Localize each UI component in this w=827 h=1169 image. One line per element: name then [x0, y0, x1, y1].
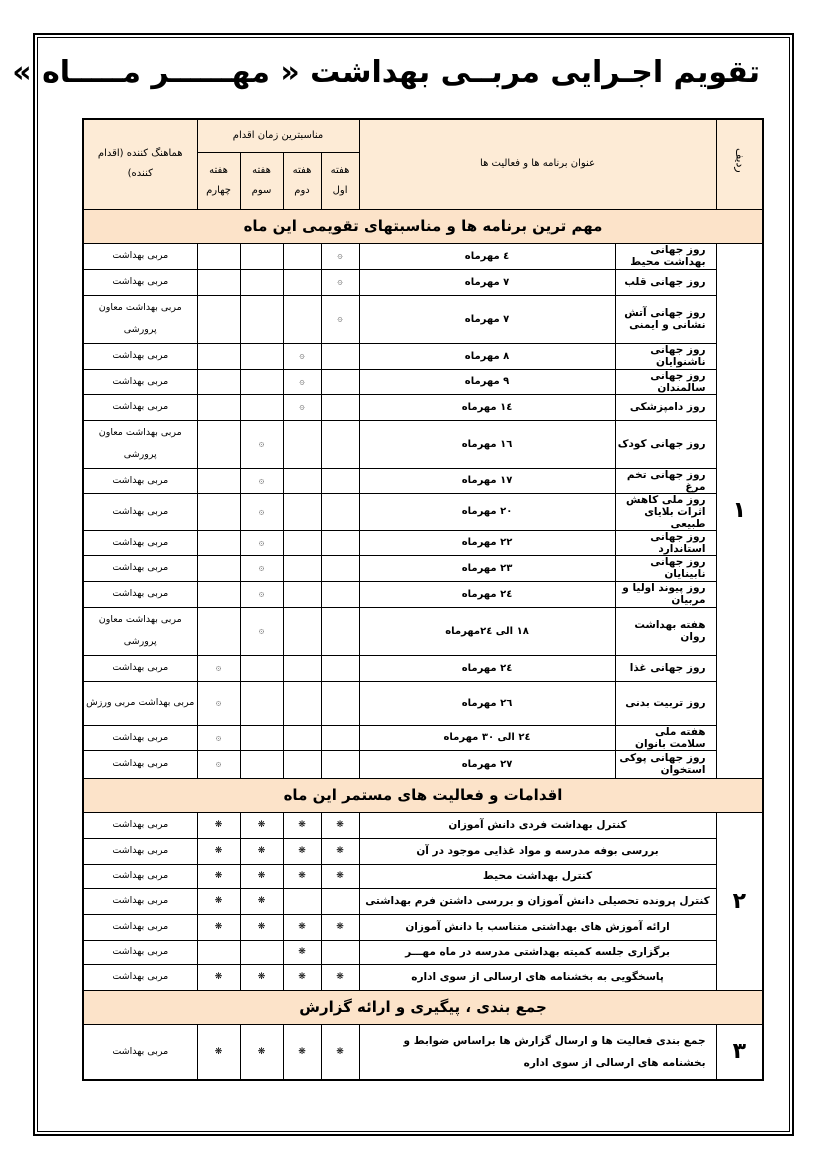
week-4-cell	[197, 581, 240, 607]
mark-icon: ۞	[337, 314, 343, 324]
table-row	[83, 394, 763, 420]
week-3-cell	[240, 940, 283, 964]
week-4-cell	[197, 295, 240, 343]
week-1-cell	[321, 493, 359, 530]
week-1-cell	[321, 964, 359, 990]
row-number: ۲	[716, 812, 763, 990]
week-3-cell	[240, 914, 283, 940]
week-4-cell	[197, 493, 240, 530]
week-3-cell	[240, 607, 283, 655]
mark-icon: ❋	[298, 846, 306, 856]
header-timing: مناسبترین زمان اقدام	[197, 119, 359, 152]
coordinator: مربی بهداشت	[83, 369, 197, 394]
header-coordinator: هماهنگ کننده (اقدام کننده)	[83, 119, 197, 209]
coordinator: مربی بهداشت معاون پرورشی	[83, 607, 197, 655]
coordinator: مربی بهداشت	[83, 750, 197, 778]
row-number: ۱	[716, 243, 763, 778]
activity-date: ۲۰ مهرماه	[359, 493, 615, 530]
week-3-cell	[240, 864, 283, 888]
week-1-cell	[321, 812, 359, 838]
mark-icon: ۞	[258, 537, 265, 548]
table-row	[83, 914, 763, 940]
mark-icon: ۞	[215, 759, 222, 769]
table-row	[83, 493, 763, 530]
week-3-cell	[240, 750, 283, 778]
activity-date: ١٤ مهرماه	[359, 394, 615, 420]
coordinator: مربی بهداشت	[83, 888, 197, 914]
mark-icon: ❋	[214, 1046, 223, 1057]
table-row	[83, 607, 763, 655]
week-2-cell	[283, 530, 321, 555]
week-2-cell	[283, 493, 321, 530]
week-3-cell	[240, 1024, 283, 1080]
week-2-cell	[283, 864, 321, 888]
table-row	[83, 530, 763, 555]
coordinator: مربی بهداشت معاون پرورشی	[83, 420, 197, 468]
week-2-cell	[283, 555, 321, 581]
week-3-cell	[240, 725, 283, 750]
coordinator: مربی بهداشت	[83, 838, 197, 864]
activity-date: ۱۷ مهرماه	[359, 468, 615, 493]
coordinator: مربی بهداشت	[83, 394, 197, 420]
week-4-cell	[197, 468, 240, 493]
week-4-cell	[197, 394, 240, 420]
coordinator: مربی بهداشت	[83, 581, 197, 607]
mark-icon: ۞	[258, 439, 265, 449]
week-4-cell	[197, 750, 240, 778]
week-2-cell	[283, 243, 321, 269]
activity-name: کنترل بهداشت محیط	[359, 864, 716, 888]
mark-icon: ۞	[337, 277, 343, 287]
activity-date: ۲٤ الی ۳۰ مهرماه	[359, 725, 615, 750]
week-1-cell	[321, 864, 359, 888]
mark-icon: ۞	[258, 506, 265, 517]
week-1-cell	[321, 295, 359, 343]
week-4-cell	[197, 369, 240, 394]
table-row	[83, 269, 763, 295]
week-1-cell	[321, 655, 359, 681]
week-4-cell	[197, 655, 240, 681]
activity-name: روز ملی کاهش اثرات بلایای طبیعی	[615, 493, 716, 530]
page-title: تقویم اجـرایی مربــی بهداشت « مهــــــر مـــــاه »	[12, 55, 760, 90]
week-3-cell	[240, 394, 283, 420]
mark-icon: ❋	[336, 871, 344, 881]
week-3-cell	[240, 369, 283, 394]
week-2-cell	[283, 369, 321, 394]
week-4-cell	[197, 530, 240, 555]
mark-icon: ۞	[258, 563, 265, 573]
header-week-3: هفته سوم	[240, 152, 283, 209]
section-title: اقدامات و فعالیت های مستمر این ماه	[83, 778, 763, 812]
coordinator: مربی بهداشت	[83, 468, 197, 493]
activity-name: کنترل پرونده تحصیلی دانش آموزان و بررسی داشتن فرم بهداشتی	[359, 888, 716, 914]
table-row	[83, 750, 763, 778]
activity-date: ١٦ مهرماه	[359, 420, 615, 468]
mark-icon: ❋	[336, 922, 344, 932]
activity-name: کنترل بهداشت فردی دانش آموزان	[359, 812, 716, 838]
week-1-cell	[321, 420, 359, 468]
week-3-cell	[240, 269, 283, 295]
activity-date: ۷ مهرماه	[359, 295, 615, 343]
week-3-cell	[240, 295, 283, 343]
mark-icon: ❋	[298, 947, 306, 957]
activity-name: روز جهانی تخم مرغ	[615, 468, 716, 493]
activity-name: ارائه آموزش های بهداشتی متناسب با دانش آموزان	[359, 914, 716, 940]
activity-name: روز دامپزشکی	[615, 394, 716, 420]
week-2-cell	[283, 607, 321, 655]
activity-date: ۲۲ مهرماه	[359, 530, 615, 555]
header-week-1: هفته اول	[321, 152, 359, 209]
table-row	[83, 369, 763, 394]
coordinator: مربی بهداشت	[83, 343, 197, 369]
activity-name: روز جهانی بهداشت محیط	[615, 243, 716, 269]
table-row	[83, 420, 763, 468]
coordinator: مربی بهداشت معاون پرورشی	[83, 295, 197, 343]
week-4-cell	[197, 243, 240, 269]
coordinator: مربی بهداشت	[83, 940, 197, 964]
mark-icon: ❋	[298, 1046, 306, 1057]
coordinator: مربی بهداشت	[83, 812, 197, 838]
table-row	[83, 655, 763, 681]
week-1-cell	[321, 468, 359, 493]
mark-icon: ❋	[298, 820, 306, 830]
activity-name: روز پیوند اولیا و مربیان	[615, 581, 716, 607]
activity-name: روز جهانی سالمندان	[615, 369, 716, 394]
mark-icon: ❋	[257, 846, 266, 856]
coordinator: مربی بهداشت	[83, 864, 197, 888]
mark-icon: ۞	[299, 376, 305, 387]
mark-icon: ❋	[257, 896, 266, 906]
week-1-cell	[321, 940, 359, 964]
week-2-cell	[283, 812, 321, 838]
activity-name: روز جهانی قلب	[615, 269, 716, 295]
week-3-cell	[240, 581, 283, 607]
week-2-cell	[283, 295, 321, 343]
activity-name: هفته بهداشت روان	[615, 607, 716, 655]
week-1-cell	[321, 750, 359, 778]
mark-icon: ❋	[257, 820, 266, 830]
coordinator: مربی بهداشت	[83, 914, 197, 940]
week-2-cell	[283, 914, 321, 940]
activity-date: ۹ مهرماه	[359, 369, 615, 394]
week-1-cell	[321, 269, 359, 295]
activity-date: ۲۳ مهرماه	[359, 555, 615, 581]
activity-name: پاسخگویی به بخشنامه های ارسالی از سوی اداره	[359, 964, 716, 990]
activity-date: ۲٤ مهرماه	[359, 581, 615, 607]
week-3-cell	[240, 243, 283, 269]
week-2-cell	[283, 750, 321, 778]
week-4-cell	[197, 914, 240, 940]
week-1-cell	[321, 681, 359, 725]
activity-name: هفته ملی سلامت بانوان	[615, 725, 716, 750]
week-1-cell	[321, 555, 359, 581]
week-2-cell	[283, 838, 321, 864]
week-3-cell	[240, 655, 283, 681]
week-1-cell	[321, 1024, 359, 1080]
mark-icon: ❋	[257, 972, 266, 982]
week-2-cell	[283, 940, 321, 964]
week-3-cell	[240, 838, 283, 864]
mark-icon: ❋	[298, 871, 306, 881]
mark-icon: ❋	[336, 820, 344, 830]
week-1-cell	[321, 914, 359, 940]
mark-icon: ❋	[298, 972, 306, 982]
week-4-cell	[197, 888, 240, 914]
week-1-cell	[321, 725, 359, 750]
mark-icon: ❋	[336, 1046, 344, 1057]
week-4-cell	[197, 1024, 240, 1080]
week-3-cell	[240, 493, 283, 530]
coordinator: مربی بهداشت	[83, 269, 197, 295]
week-4-cell	[197, 681, 240, 725]
activity-name: روز جهانی پوکی استخوان	[615, 750, 716, 778]
week-2-cell	[283, 888, 321, 914]
table-row	[83, 295, 763, 343]
table-row	[83, 888, 763, 914]
mark-icon: ۞	[258, 475, 265, 486]
mark-icon: ❋	[214, 846, 223, 856]
activity-name: برگزاری جلسه کمیته بهداشتی مدرسه در ماه مهـــر	[359, 940, 716, 964]
activity-name: روز جهانی استاندارد	[615, 530, 716, 555]
week-2-cell	[283, 468, 321, 493]
week-2-cell	[283, 343, 321, 369]
mark-icon: ❋	[336, 972, 344, 982]
activity-name: بررسی بوفه مدرسه و مواد غذایی موجود در آن	[359, 838, 716, 864]
mark-icon: ❋	[214, 972, 223, 982]
header-week-4: هفته چهارم	[197, 152, 240, 209]
week-1-cell	[321, 838, 359, 864]
activity-date: ۲٤ مهرماه	[359, 655, 615, 681]
week-4-cell	[197, 940, 240, 964]
week-1-cell	[321, 581, 359, 607]
mark-icon: ۞	[299, 351, 305, 361]
week-4-cell	[197, 555, 240, 581]
week-2-cell	[283, 394, 321, 420]
activity-date: ٤ مهرماه	[359, 243, 615, 269]
table-row	[83, 581, 763, 607]
week-2-cell	[283, 964, 321, 990]
coordinator: مربی بهداشت	[83, 964, 197, 990]
mark-icon: ❋	[214, 922, 223, 932]
week-4-cell	[197, 838, 240, 864]
activity-name: روز جهانی آتش نشانی و ایمنی	[615, 295, 716, 343]
coordinator: مربی بهداشت	[83, 725, 197, 750]
week-4-cell	[197, 812, 240, 838]
activity-name: روز جهانی ناشنوایان	[615, 343, 716, 369]
week-1-cell	[321, 343, 359, 369]
section-title: جمع بندی ، پیگیری و ارائه گزارش	[83, 990, 763, 1024]
activity-date: ۷ مهرماه	[359, 269, 615, 295]
coordinator: مربی بهداشت	[83, 530, 197, 555]
table-row	[83, 681, 763, 725]
activity-name: روز جهانی کودک	[615, 420, 716, 468]
mark-icon: ۞	[258, 626, 265, 636]
mark-icon: ❋	[214, 820, 223, 830]
mark-icon: ❋	[336, 846, 344, 856]
header-week-2: هفته دوم	[283, 152, 321, 209]
mark-icon: ۞	[215, 663, 222, 673]
week-4-cell	[197, 269, 240, 295]
activity-name: جمع بندی فعالیت ها و ارسال گزارش ها براساس ضوابط و بخشنامه های ارسالی از سوی اداره	[359, 1024, 716, 1080]
week-2-cell	[283, 581, 321, 607]
week-3-cell	[240, 888, 283, 914]
week-3-cell	[240, 964, 283, 990]
week-3-cell	[240, 681, 283, 725]
section-title: مهم ترین برنامه ها و مناسبتهای تقویمی این ماه	[83, 209, 763, 243]
table-row	[83, 964, 763, 990]
coordinator: مربی بهداشت	[83, 1024, 197, 1080]
week-3-cell	[240, 468, 283, 493]
week-1-cell	[321, 394, 359, 420]
week-2-cell	[283, 1024, 321, 1080]
table-row	[83, 555, 763, 581]
coordinator: مربی بهداشت مربی ورزش	[83, 681, 197, 725]
week-4-cell	[197, 343, 240, 369]
coordinator: مربی بهداشت	[83, 555, 197, 581]
activity-date: ۲۷ مهرماه	[359, 750, 615, 778]
header-activity: عنوان برنامه ها و فعالیت ها	[359, 119, 716, 209]
week-3-cell	[240, 343, 283, 369]
table-row	[83, 812, 763, 838]
coordinator: مربی بهداشت	[83, 655, 197, 681]
coordinator: مربی بهداشت	[83, 243, 197, 269]
coordinator: مربی بهداشت	[83, 493, 197, 530]
activity-name: روز تربیت بدنی	[615, 681, 716, 725]
week-2-cell	[283, 269, 321, 295]
week-1-cell	[321, 243, 359, 269]
activity-name: روز جهانی نابینایان	[615, 555, 716, 581]
table-row	[83, 725, 763, 750]
week-1-cell	[321, 369, 359, 394]
mark-icon: ۞	[258, 589, 265, 599]
week-3-cell	[240, 530, 283, 555]
activity-name: روز جهانی غذا	[615, 655, 716, 681]
table-row	[83, 940, 763, 964]
activity-date: ۲٦ مهرماه	[359, 681, 615, 725]
week-4-cell	[197, 964, 240, 990]
week-4-cell	[197, 607, 240, 655]
week-2-cell	[283, 725, 321, 750]
header-row-number: ردیف	[716, 119, 763, 209]
mark-icon: ❋	[257, 922, 266, 932]
mark-icon: ❋	[257, 1046, 266, 1057]
week-3-cell	[240, 555, 283, 581]
mark-icon: ۞	[215, 732, 222, 743]
mark-icon: ۞	[337, 251, 343, 261]
week-1-cell	[321, 607, 359, 655]
table-row	[83, 838, 763, 864]
week-1-cell	[321, 888, 359, 914]
week-2-cell	[283, 420, 321, 468]
mark-icon: ❋	[214, 871, 223, 881]
table-row	[83, 243, 763, 269]
schedule-table	[82, 118, 764, 1081]
table-row	[83, 468, 763, 493]
week-4-cell	[197, 420, 240, 468]
week-2-cell	[283, 681, 321, 725]
week-4-cell	[197, 864, 240, 888]
week-4-cell	[197, 725, 240, 750]
mark-icon: ❋	[214, 896, 223, 906]
table-row	[83, 343, 763, 369]
week-2-cell	[283, 655, 321, 681]
row-number: ۳	[716, 1024, 763, 1080]
mark-icon: ۞	[299, 402, 305, 412]
week-3-cell	[240, 812, 283, 838]
activity-date: ۸ مهرماه	[359, 343, 615, 369]
week-3-cell	[240, 420, 283, 468]
mark-icon: ❋	[298, 922, 306, 932]
mark-icon: ❋	[257, 871, 266, 881]
table-row	[83, 1024, 763, 1080]
mark-icon: ۞	[215, 698, 222, 708]
table-row	[83, 864, 763, 888]
week-1-cell	[321, 530, 359, 555]
activity-date: ۱۸ الی ۲٤مهرماه	[359, 607, 615, 655]
